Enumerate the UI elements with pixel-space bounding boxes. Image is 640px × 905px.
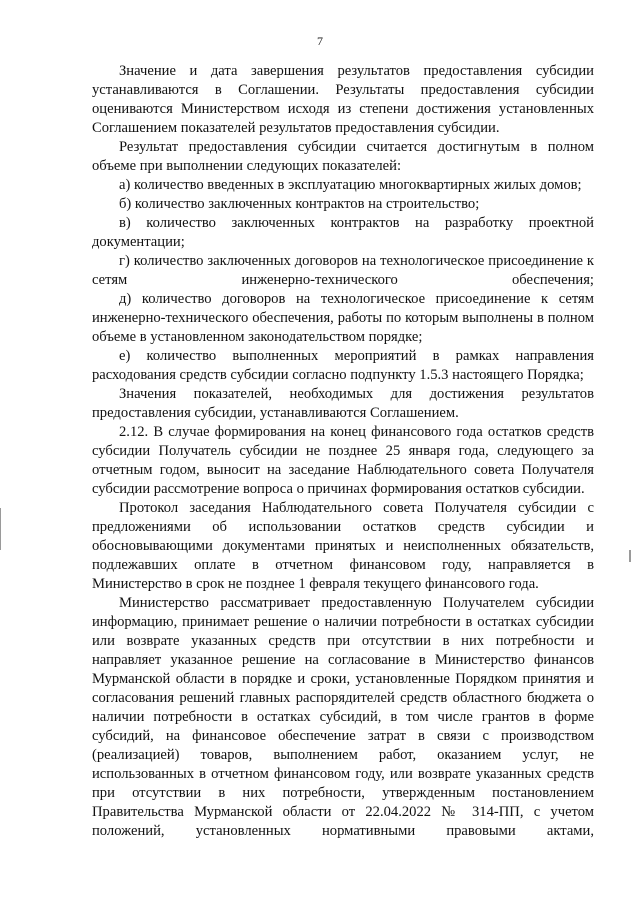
list-item-b: б) количество заключенных контрактов на строительство;	[119, 196, 480, 212]
paragraph-2-12: 2.12. В случае формирования на конец финансового года остатков средств субсидии Получатель субсидии не позднее 25 января года, следующего за отчетным годом, выносит на заседание Наблюдательного совета Получателя субсидии рассмотрение вопроса о причинах формирования остатков субсидии.	[92, 424, 594, 497]
paragraph-ministry-review: Министерство рассматривает предоставленную Получателем субсидии информацию, принимает решение о наличии потребности в остатках субсидии или возврате указанных средств при отсутствии в них потребности и направляет указанное решение на согласование в Министерство финансов Мурманской области в порядке и сроки, установленные Порядком принятия и согласования решений главных распорядителей средств областного бюджета о наличии потребности в остатках субсидий, в том числе грантов в форме субсидий, на финансовое обеспечение затрат в связи с производством (реализацией) товаров, выполнением работ, оказанием услуг, не использованных в отчетном финансовом году, или возврате указанных средств при отсутствии в них потребности, утвержденным постановлением Правительства Мурманской области от 22.04.2022 № 314-ПП, с учетом положений, установленных нормативными правовыми актами,	[92, 595, 594, 839]
paragraph-results-date: Значение и дата завершения результатов предоставления субсидии устанавливаются в Соглашении. Результаты предоставления субсидии оцениваются Министерством исходя из степени достижения установленных Соглашением показателей результатов предоставления субсидии.	[92, 63, 594, 136]
paragraph-indicator-values: Значения показателей, необходимых для достижения результатов предоставления субсидии, устанавливаются Соглашением.	[92, 386, 594, 421]
scan-edge-mark	[629, 550, 631, 562]
list-item-g: г) количество заключенных договоров на технологическое присоединение к сетям инженерно-технического обеспечения;	[92, 253, 594, 288]
scan-edge-mark	[0, 508, 1, 550]
list-item-e: е) количество выполненных мероприятий в рамках направления расходования средств субсидии согласно подпункту 1.5.3 настоящего Порядка;	[92, 348, 594, 383]
list-item-v: в) количество заключенных контрактов на разработку проектной документации;	[92, 215, 594, 250]
paragraph-result-achieved: Результат предоставления субсидии считается достигнутым в полном объеме при выполнении следующих показателей:	[92, 139, 594, 174]
list-item-d: д) количество договоров на технологическое присоединение к сетям инженерно-технического обеспечения, работы по которым выполнены в полном объеме в установленном законодательством порядке;	[92, 291, 594, 345]
paragraph-protocol: Протокол заседания Наблюдательного совета Получателя субсидии с предложениями об использовании остатков средств субсидии и обосновывающими документами принятых и неисполненных обязательств, подлежавших оплате в отчетном финансовом году, направляется в Министерство в срок не позднее 1 февраля текущего финансового года.	[92, 500, 594, 592]
document-body	[92, 62, 594, 841]
list-item-a: а) количество введенных в эксплуатацию многоквартирных жилых домов;	[119, 177, 582, 193]
page-number: 7	[317, 34, 323, 48]
